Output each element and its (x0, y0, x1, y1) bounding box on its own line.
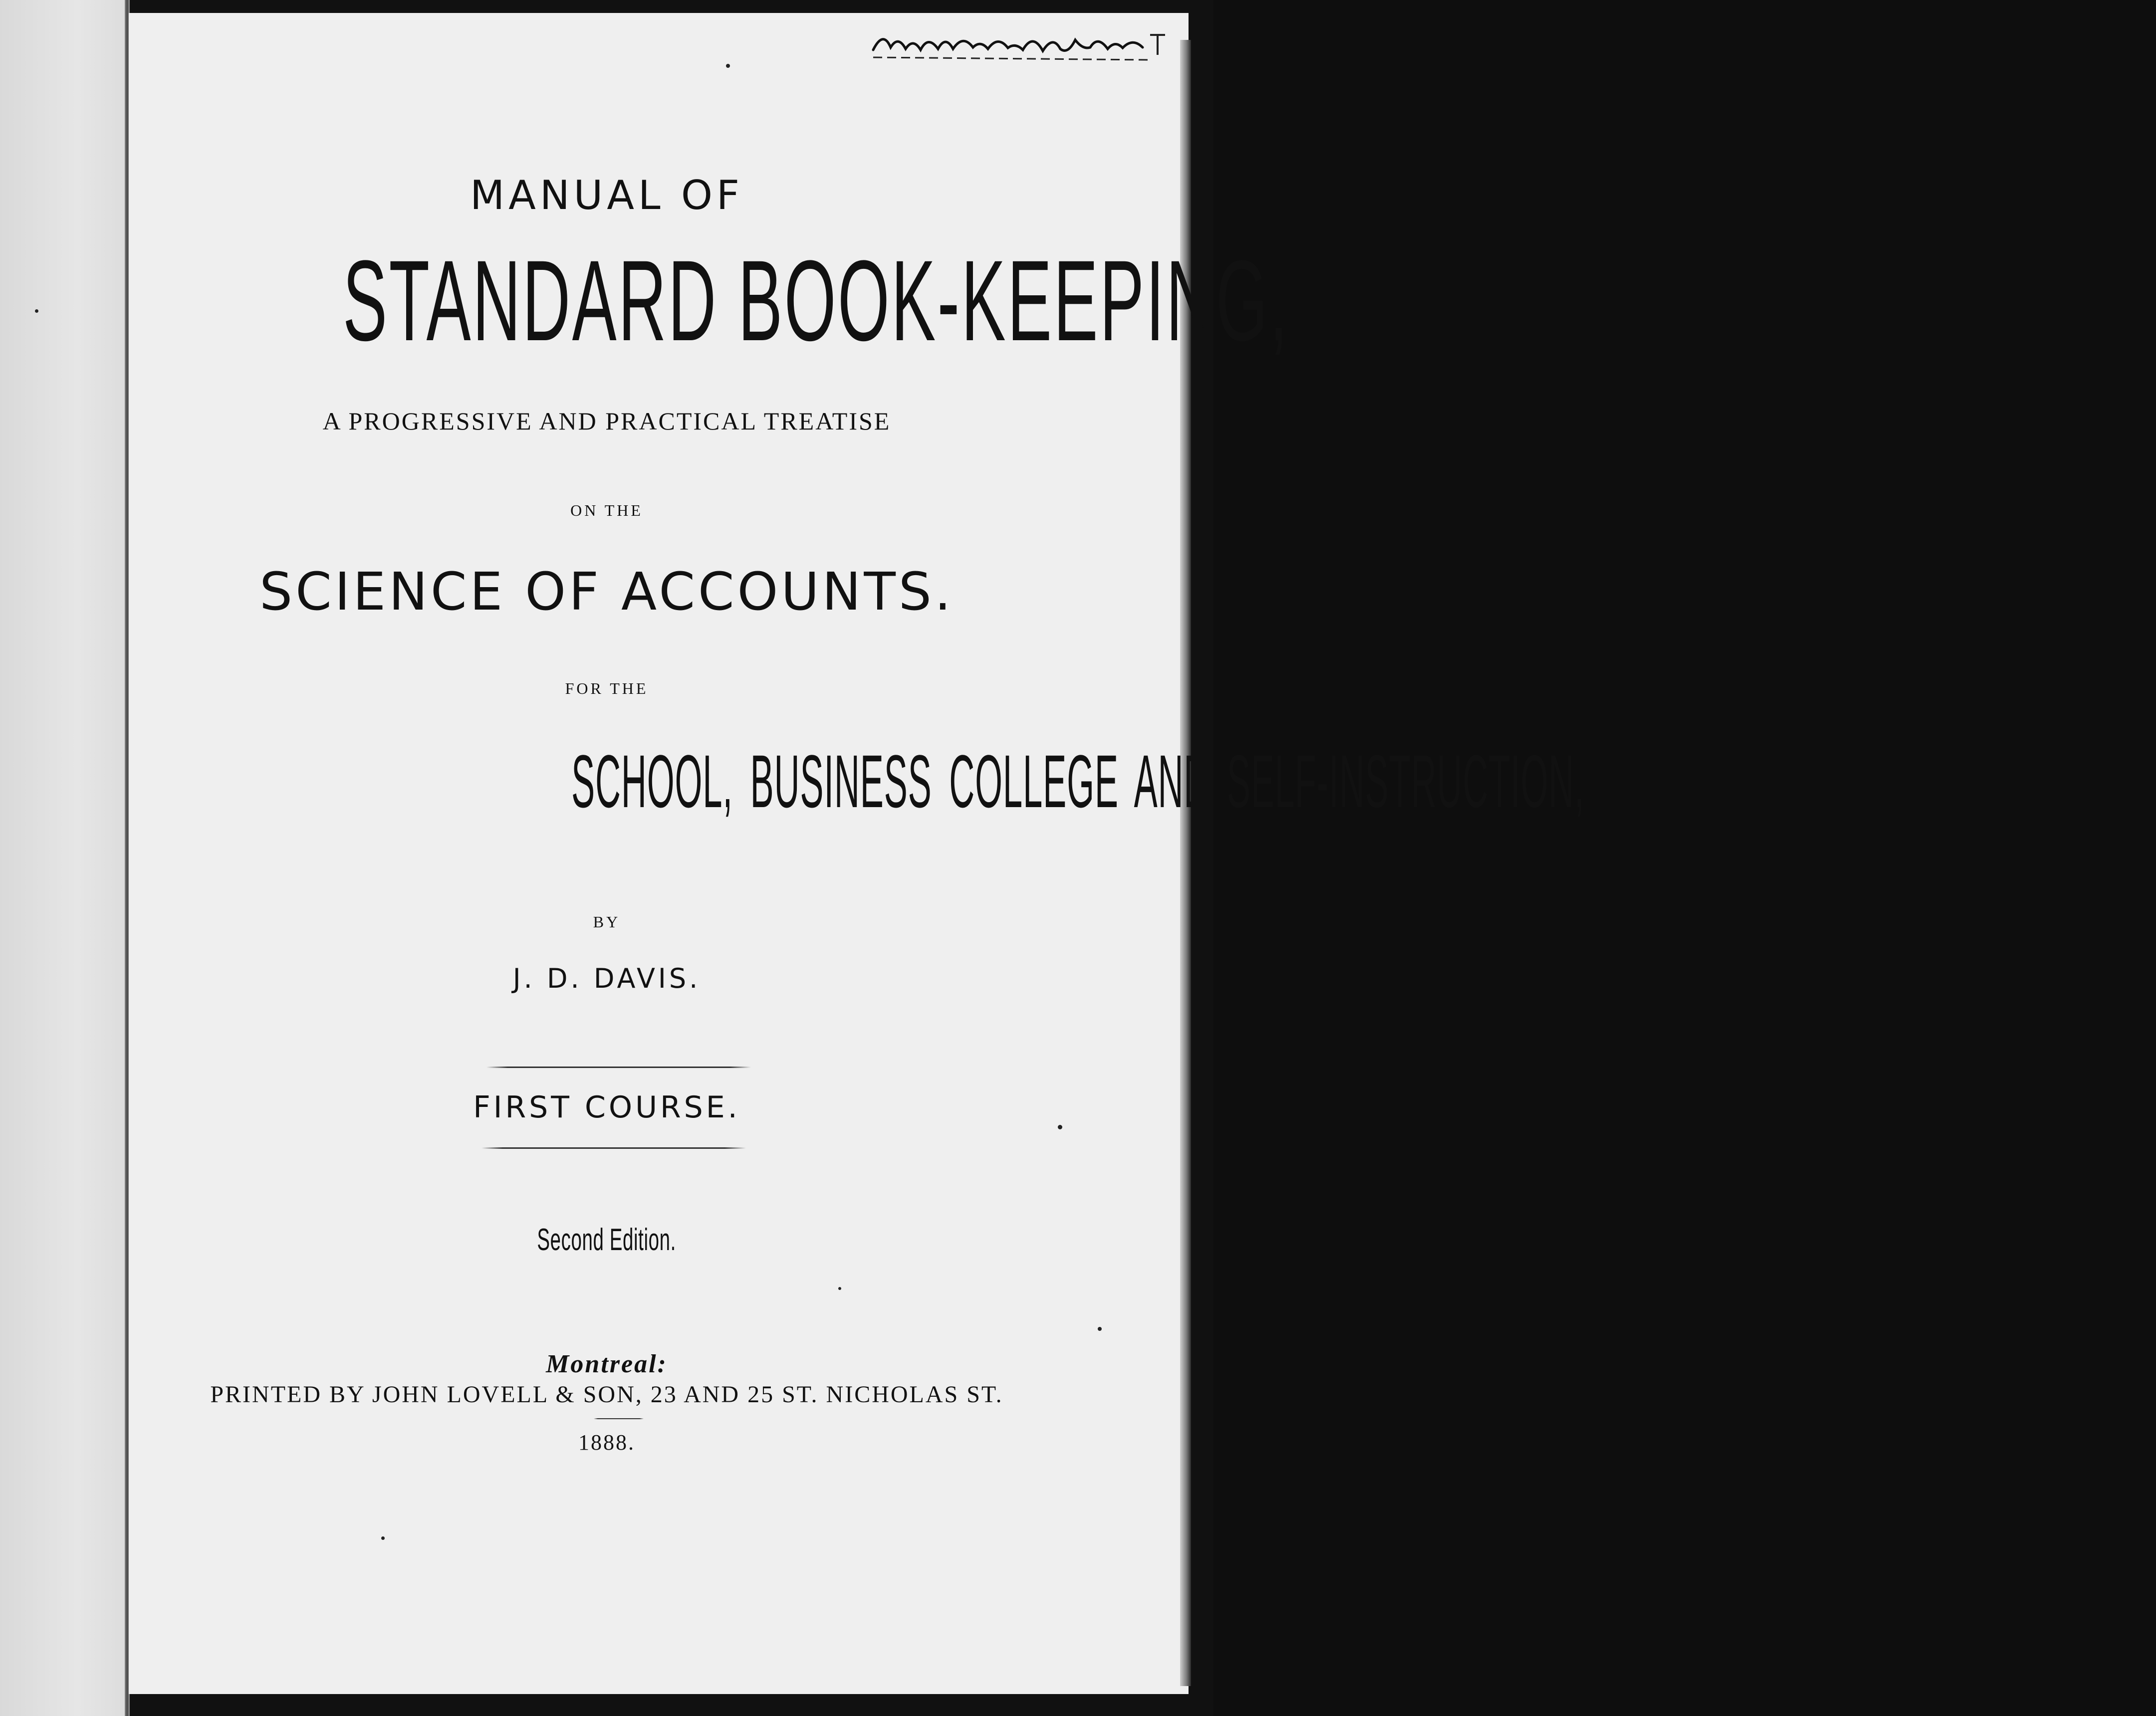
edition-wrap (0, 1222, 1213, 1262)
scan-speck (838, 1287, 841, 1290)
course-label: FIRST COURSE. (473, 1090, 740, 1125)
rule-below-course (481, 1147, 746, 1149)
imprint-city: Montreal: (546, 1350, 668, 1378)
by-label: BY (593, 913, 621, 931)
science-title: SCIENCE OF ACCOUNTS. (259, 561, 954, 622)
main-title: STANDARD BOOK-KEEPING, (343, 236, 1290, 365)
edition-label: Second Edition. (537, 1223, 677, 1257)
scan-speck (1058, 1125, 1062, 1129)
imprint-printer: PRINTED BY JOHN LOVELL & SON, 23 AND 25 ST. NICHOLAS ST. (210, 1381, 1003, 1408)
scan-speck (726, 64, 730, 68)
line-manual-of: MANUAL OF (470, 172, 743, 218)
audience-line: SCHOOL, BUSINESS COLLEGE AND SELF-INSTRUCTION, (571, 739, 1585, 823)
for-the-label: FOR THE (565, 679, 649, 697)
audience-wrap (0, 738, 1585, 823)
rule-above-year (594, 1418, 644, 1419)
author-name: J. D. DAVIS. (512, 963, 701, 994)
imprint-year: 1888. (578, 1430, 635, 1455)
rule-above-course (486, 1067, 751, 1068)
subtitle: A PROGRESSIVE AND PRACTICAL TREATISE (322, 407, 891, 435)
on-the-label: ON THE (570, 501, 643, 519)
scan-speck (381, 1536, 385, 1540)
scan-speck (1098, 1327, 1102, 1331)
main-title-wrap (0, 234, 1290, 365)
handwritten-signature (863, 20, 1173, 65)
